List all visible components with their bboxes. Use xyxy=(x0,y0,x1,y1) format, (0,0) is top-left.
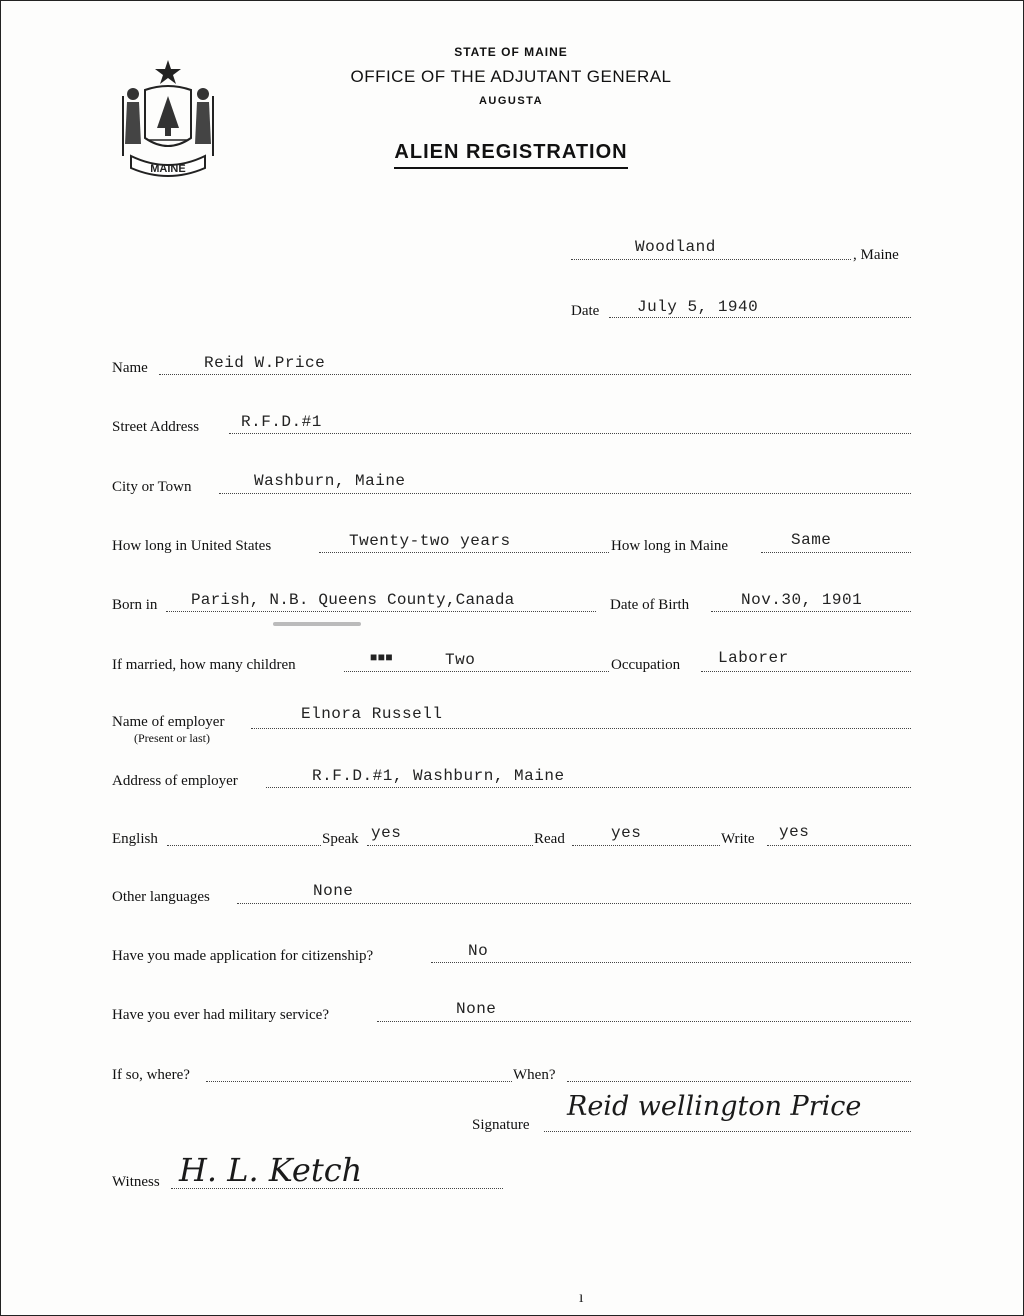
how-long-us-label: How long in United States xyxy=(112,538,272,554)
signature-line xyxy=(544,1131,911,1132)
signature-label: Signature xyxy=(472,1117,530,1133)
other-languages-value: None xyxy=(313,882,354,900)
employer-note: (Present or last) xyxy=(134,731,210,745)
employer-address-value: R.F.D.#1, Washburn, Maine xyxy=(312,767,565,785)
how-long-us-value: Twenty-two years xyxy=(349,532,511,550)
name-value: Reid W.Price xyxy=(204,354,326,372)
name-label: Name xyxy=(112,360,148,376)
header-state: STATE OF MAINE xyxy=(454,45,568,59)
street-label: Street Address xyxy=(112,419,200,435)
married-label: If married, how many children xyxy=(112,657,296,673)
maine-label: , Maine xyxy=(853,247,899,263)
speak-label: Speak xyxy=(322,831,359,847)
maine-state-seal-icon xyxy=(113,56,223,186)
write-line xyxy=(767,845,911,846)
other-languages-line xyxy=(237,903,911,904)
children-value: Two xyxy=(445,651,476,669)
employer-address-label: Address of employer xyxy=(112,773,238,789)
town-value: Woodland xyxy=(635,238,716,256)
how-long-maine-line xyxy=(761,552,911,553)
ink-smudge xyxy=(273,622,361,626)
born-in-label: Born in xyxy=(112,597,158,613)
occupation-label: Occupation xyxy=(611,657,681,673)
employer-value: Elnora Russell xyxy=(301,705,443,723)
when-label: When? xyxy=(513,1067,556,1083)
form-title xyxy=(301,141,721,164)
english-line xyxy=(167,845,321,846)
date-value: July 5, 1940 xyxy=(637,298,759,316)
svg-text:MAINE: MAINE xyxy=(150,163,186,175)
born-in-value: Parish, N.B. Queens County,Canada xyxy=(191,591,515,609)
dob-line xyxy=(711,611,911,612)
other-languages-label: Other languages xyxy=(112,889,210,905)
form-title-text: ALIEN REGISTRATION xyxy=(394,141,627,169)
born-in-line xyxy=(166,611,596,612)
city-label: City or Town xyxy=(112,479,192,495)
street-line xyxy=(229,433,911,434)
military-line xyxy=(377,1021,911,1022)
occupation-value: Laborer xyxy=(718,649,789,667)
read-value: yes xyxy=(611,824,642,842)
write-value: yes xyxy=(779,823,810,841)
witness-handwriting: H. L. Ketch xyxy=(179,1151,363,1189)
struck-out-text: ■■■ xyxy=(370,651,394,665)
name-line xyxy=(159,374,911,375)
military-label: Have you ever had military service? xyxy=(112,1007,329,1023)
read-label: Read xyxy=(534,831,565,847)
occupation-line xyxy=(701,671,911,672)
employer-address-line xyxy=(266,787,911,788)
speak-value: yes xyxy=(371,824,402,842)
read-line xyxy=(572,845,720,846)
speak-line xyxy=(367,845,533,846)
city-line xyxy=(219,493,911,494)
citizenship-value: No xyxy=(468,942,489,960)
header-city: AUGUSTA xyxy=(478,95,544,107)
how-long-us-line xyxy=(319,552,609,553)
where-label: If so, where? xyxy=(112,1067,190,1083)
page-mark: ı xyxy=(579,1289,584,1306)
how-long-maine-value: Same xyxy=(791,531,832,549)
date-line xyxy=(609,317,911,318)
town-line xyxy=(571,259,851,260)
header-office: OFFICE OF THE ADJUTANT GENERAL xyxy=(350,67,672,86)
city-value: Washburn, Maine xyxy=(254,472,406,490)
when-line xyxy=(567,1081,911,1082)
citizenship-line xyxy=(431,962,911,963)
employer-line xyxy=(251,728,911,729)
where-line xyxy=(206,1081,512,1082)
signature-handwriting: Reid wellington Price xyxy=(567,1091,862,1122)
dob-value: Nov.30, 1901 xyxy=(741,591,863,609)
employer-label: Name of employer xyxy=(112,714,225,730)
how-long-maine-label: How long in Maine xyxy=(611,538,729,554)
citizenship-label: Have you made application for citizenship? xyxy=(112,948,374,964)
witness-label: Witness xyxy=(112,1174,160,1190)
military-value: None xyxy=(456,1000,497,1018)
street-value: R.F.D.#1 xyxy=(241,413,322,431)
date-label: Date xyxy=(571,303,600,319)
english-label: English xyxy=(112,831,158,847)
dob-label: Date of Birth xyxy=(610,597,690,613)
write-label: Write xyxy=(721,831,755,847)
married-line xyxy=(344,671,609,672)
